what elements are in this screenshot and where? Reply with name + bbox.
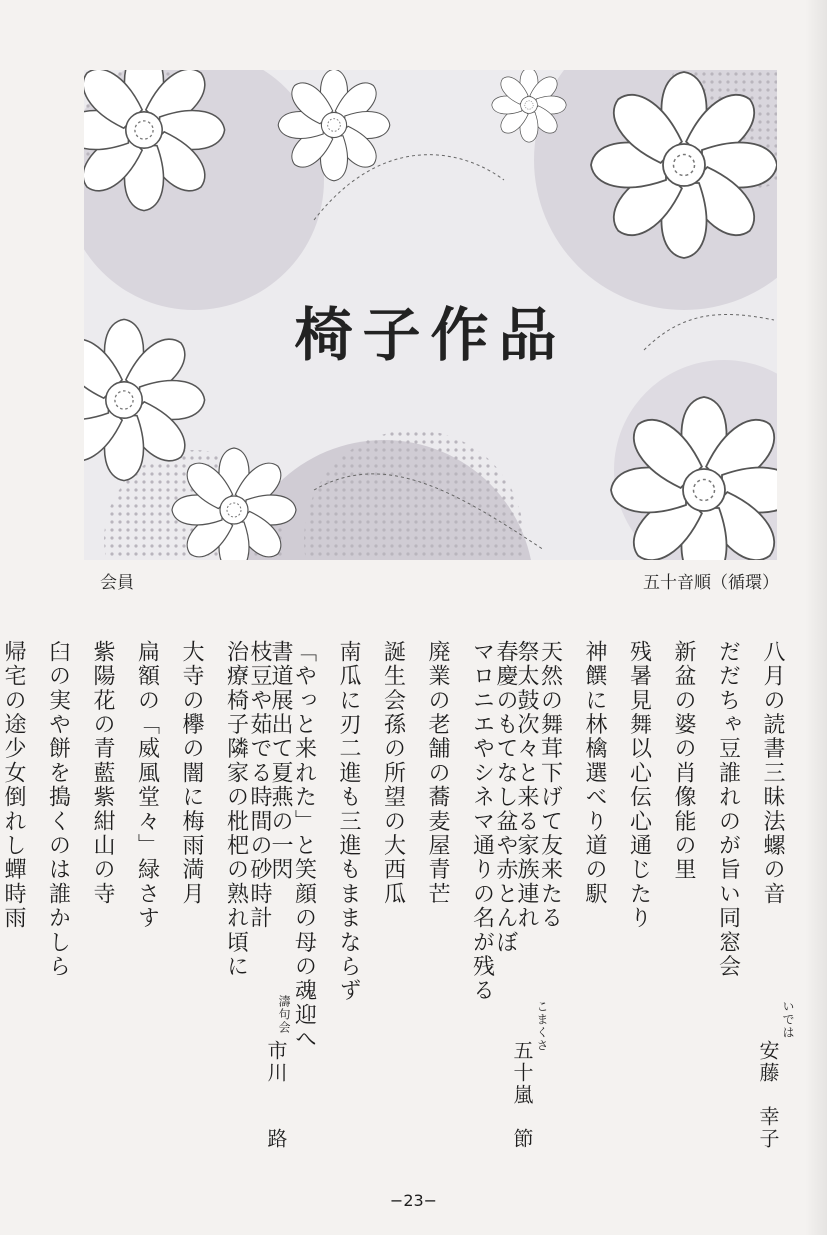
- poem-line: 春慶のもてなし盆や赤とんぼ: [493, 640, 518, 955]
- poem-line: 祭太鼓次々と来る家族連れ: [514, 640, 539, 931]
- poem-line: 書道展出て夏燕の一閃: [268, 640, 293, 882]
- poem-line: 残暑見舞以心伝心通じたり: [626, 640, 652, 931]
- poem-line: 南瓜に刃二進も三進もままならず: [336, 640, 361, 1003]
- header-artwork: [84, 70, 777, 560]
- author-name: 安藤 幸子: [756, 1040, 780, 1150]
- poem-line: マロニエやシネマ通りの名が残る: [469, 640, 495, 1003]
- page-shadow-edge: [805, 0, 827, 1235]
- poem-line: 枝豆や茹でる時間の砂時計: [247, 640, 272, 931]
- page-title: 椅子作品: [294, 301, 567, 369]
- poem-line: 新盆の婆の肖像能の里: [671, 640, 696, 882]
- poem-line: 八月の読書三昧法螺の音: [760, 640, 785, 907]
- poem-line: 神饌に林檎選べり道の駅: [582, 640, 607, 907]
- poem-line: 大寺の欅の闇に梅雨満月: [179, 640, 204, 907]
- sort-order-label: 五十音順（循環）: [643, 573, 779, 593]
- poem-line: だだちゃ豆誰れのが旨い同窓会: [715, 640, 741, 979]
- page-number: −23−: [389, 1191, 438, 1210]
- poem-line: 治療椅子隣家の枇杷の熟れ頃に: [223, 640, 249, 979]
- poem-line: 廃業の老舗の蕎麦屋青芒: [425, 640, 450, 907]
- poem-line: 天然の舞茸下げて友来たる: [537, 640, 563, 931]
- poem-line: 帰宅の途少女倒れし蟬時雨: [1, 640, 26, 931]
- poem-line: 「やっと来れた」と笑顔の母の魂迎へ: [291, 640, 317, 1052]
- member-label: 会員: [100, 573, 134, 593]
- poem-line: 臼の実や餅を搗くのは誰かしら: [45, 640, 71, 979]
- author-name: 五十嵐 節: [510, 1040, 534, 1150]
- poem-line: 紫陽花の青藍紫紺山の寺: [90, 640, 115, 907]
- poem-line: 扁額の「威風堂々」緑さす: [134, 640, 160, 931]
- author-group: 濤句会: [277, 995, 291, 1034]
- author-ruby: こまくさ: [535, 1000, 549, 1052]
- poem-line: 誕生会孫の所望の大西瓜: [380, 640, 406, 907]
- author-ruby: いでは: [781, 1000, 795, 1039]
- author-name: 市川 路: [264, 1040, 288, 1150]
